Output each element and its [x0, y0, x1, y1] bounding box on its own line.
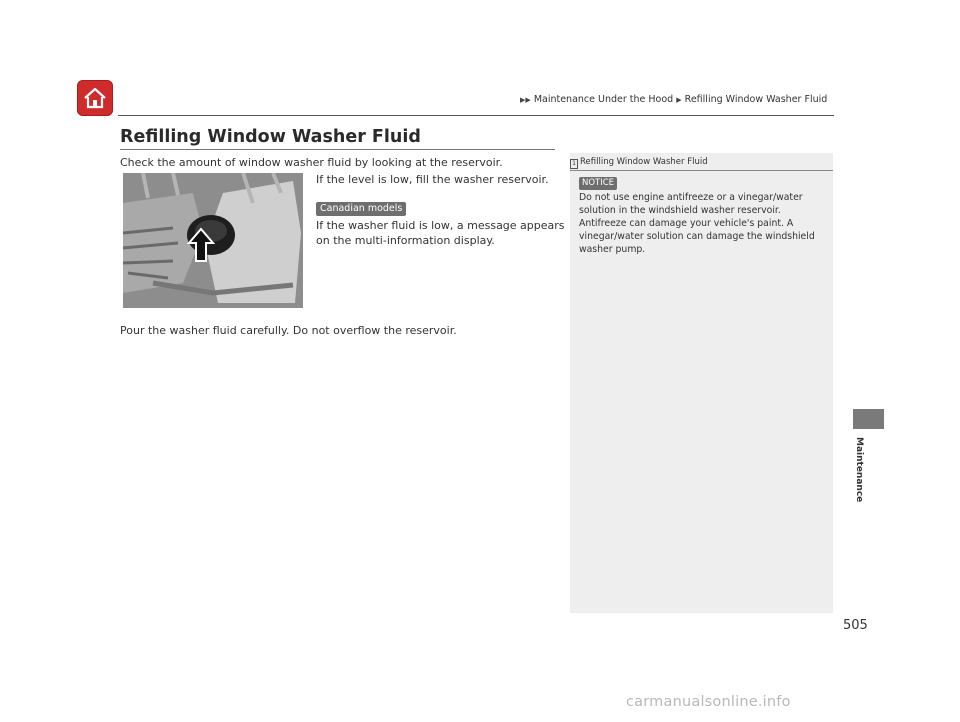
breadcrumb-arrow-icon: ▶▶	[520, 96, 531, 104]
washer-reservoir-photo	[123, 173, 303, 308]
notice-text	[579, 191, 824, 256]
breadcrumb-link-maintenance[interactable]: Maintenance Under the Hood	[533, 94, 674, 105]
notice-line: solution in the windshield washer reservoir.	[579, 205, 781, 216]
message-text-line2: on the multi-information display.	[316, 234, 495, 247]
header-divider	[118, 115, 834, 116]
message-text-line1: If the washer fluid is low, a message appears	[316, 219, 565, 232]
page-number: 505	[843, 618, 868, 633]
canadian-models-badge: Canadian models	[316, 202, 406, 216]
page-title: Refilling Window Washer Fluid	[120, 127, 421, 147]
notice-line: washer pump.	[579, 244, 646, 255]
intro-text: Check the amount of window washer fluid by looking at the reservoir.	[120, 156, 503, 169]
chapter-tab-marker[interactable]	[853, 409, 884, 429]
notice-badge: NOTICE	[579, 177, 617, 190]
pour-text: Pour the washer fluid carefully. Do not overflow the reservoir.	[120, 324, 457, 337]
notice-line: Do not use engine antifreeze or a vinegar/water	[579, 192, 803, 203]
breadcrumb	[520, 94, 827, 105]
notice-line: Antifreeze can damage your vehicle's paint. A	[579, 218, 794, 229]
notice-line: vinegar/water solution can damage the windshield	[579, 231, 815, 242]
breadcrumb-arrow-icon: ▶	[676, 96, 682, 104]
sidebar-heading	[570, 157, 708, 169]
sidebar-divider	[570, 170, 833, 171]
home-button[interactable]	[77, 80, 113, 116]
level-low-text: If the level is low, fill the washer reservoir.	[316, 173, 549, 186]
title-divider	[120, 149, 555, 150]
home-icon	[82, 85, 108, 111]
sidebar-heading-text: Refilling Window Washer Fluid	[580, 157, 708, 167]
chapter-tab-label: Maintenance	[854, 437, 864, 503]
watermark: carmanualsonline.info	[626, 694, 791, 710]
breadcrumb-current: Refilling Window Washer Fluid	[684, 94, 828, 105]
note-reference-icon: 1	[570, 159, 578, 169]
notes-sidebar	[570, 153, 833, 613]
